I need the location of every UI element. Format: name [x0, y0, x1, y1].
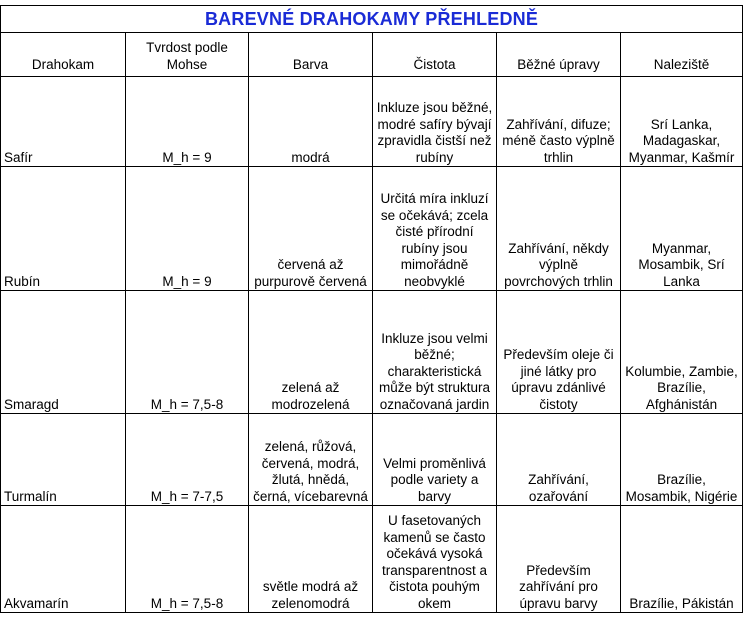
cell-treatments: Zahřívání, někdy výplně povrchových trhlin	[497, 167, 621, 291]
cell-color: zelená až modrozelená	[249, 291, 373, 414]
cell-localities: Kolumbie, Zambie, Brazílie, Afghánistán	[621, 291, 743, 414]
cell-gem-name: Smaragd	[1, 291, 126, 414]
cell-clarity: Určitá míra inkluzí se očekává; zcela čisté přírodní rubíny jsou mimořádně neobvyklé	[373, 167, 497, 291]
cell-gem-name: Turmalín	[1, 414, 126, 506]
header-drahokam: Drahokam	[1, 33, 126, 77]
header-row	[1, 33, 743, 77]
cell-clarity: Inkluze jsou běžné, modré safíry bývají zpravidla čistší než rubíny	[373, 77, 497, 167]
cell-treatments: Zahřívání, ozařování	[497, 414, 621, 506]
cell-hardness: M_h = 7,5-8	[126, 291, 249, 414]
table-row	[1, 414, 743, 506]
header-naleziste: Naleziště	[621, 33, 743, 77]
cell-localities: Myanmar, Mosambik, Srí Lanka	[621, 167, 743, 291]
cell-treatments: Především oleje či jiné látky pro úpravu zdánlivé čistoty	[497, 291, 621, 414]
table-title: BAREVNÉ DRAHOKAMY PŘEHLEDNĚ	[1, 6, 743, 33]
cell-treatments: Především zahřívání pro úpravu barvy	[497, 506, 621, 613]
header-upravy: Běžné úpravy	[497, 33, 621, 77]
cell-gem-name: Akvamarín	[1, 506, 126, 613]
cell-hardness: M_h = 7-7,5	[126, 414, 249, 506]
cell-color: světle modrá až zelenomodrá	[249, 506, 373, 613]
cell-clarity: U fasetovaných kamenů se často očekává vysoká transparentnost a čistota pouhým okem	[373, 506, 497, 613]
table-row	[1, 167, 743, 291]
gemstone-table	[0, 5, 743, 613]
cell-treatments: Zahřívání, difuze; méně často výplně trhlin	[497, 77, 621, 167]
header-barva: Barva	[249, 33, 373, 77]
cell-gem-name: Rubín	[1, 167, 126, 291]
header-tvrdost: Tvrdost podle Mohse	[126, 33, 249, 77]
cell-gem-name: Safír	[1, 77, 126, 167]
cell-hardness: M_h = 9	[126, 77, 249, 167]
cell-hardness: M_h = 9	[126, 167, 249, 291]
table-row	[1, 77, 743, 167]
table-row	[1, 506, 743, 613]
cell-localities: Srí Lanka, Madagaskar, Myanmar, Kašmír	[621, 77, 743, 167]
cell-color: modrá	[249, 77, 373, 167]
table-row	[1, 291, 743, 414]
cell-hardness: M_h = 7,5-8	[126, 506, 249, 613]
cell-clarity: Velmi proměnlivá podle variety a barvy	[373, 414, 497, 506]
cell-color: červená až purpurově červená	[249, 167, 373, 291]
cell-localities: Brazílie, Pákistán	[621, 506, 743, 613]
cell-localities: Brazílie, Mosambik, Nigérie	[621, 414, 743, 506]
cell-clarity: Inkluze jsou velmi běžné; charakteristická může být struktura označovaná jardin	[373, 291, 497, 414]
cell-color: zelená, růžová, červená, modrá, žlutá, hnědá, černá, vícebarevná	[249, 414, 373, 506]
header-cistota: Čistota	[373, 33, 497, 77]
